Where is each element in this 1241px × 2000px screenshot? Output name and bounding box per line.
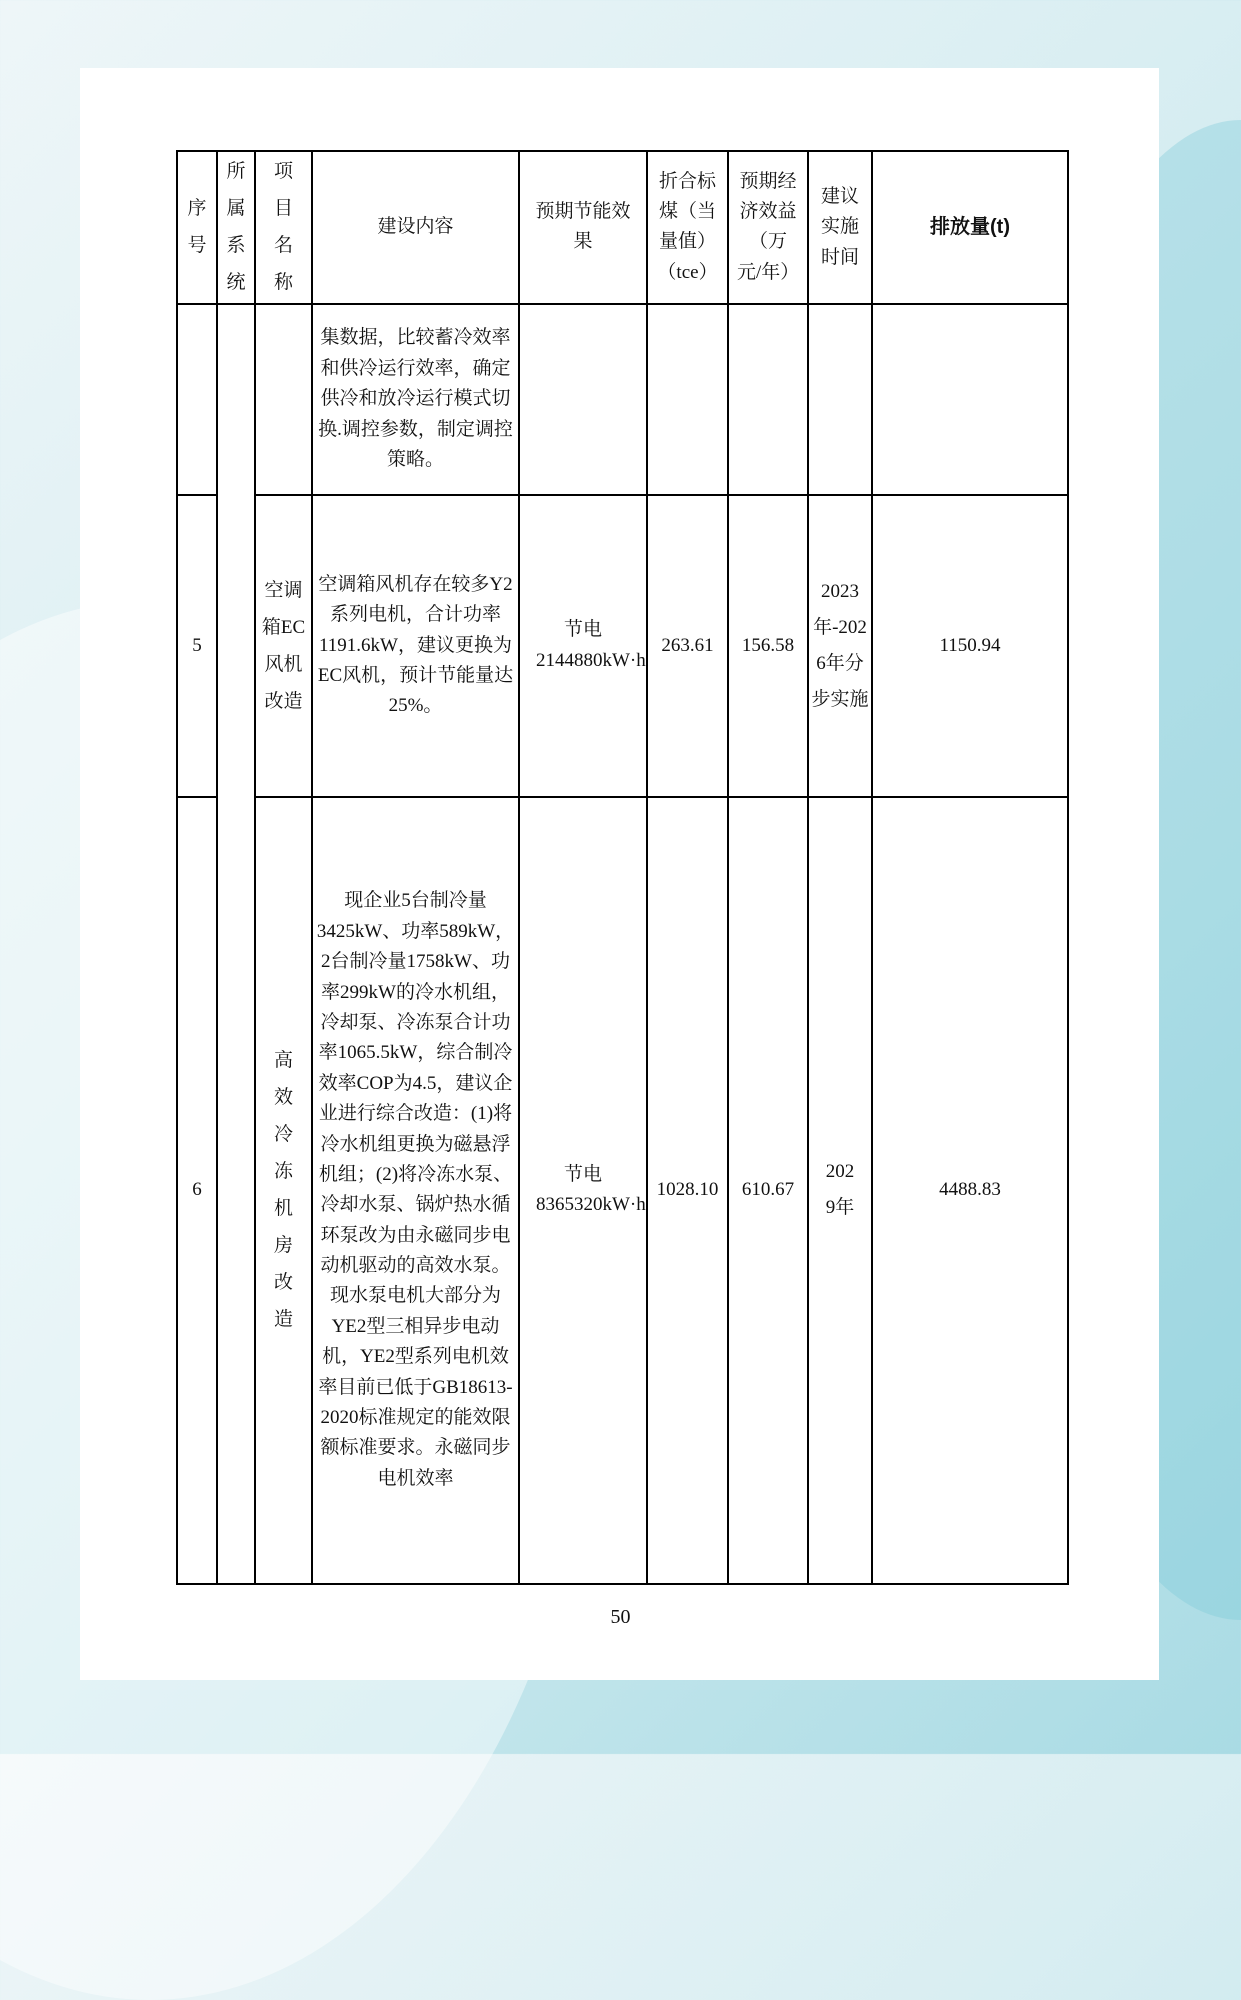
header-emission: 排放量(t): [872, 151, 1068, 304]
row-effect: 节电2144880kW·h: [519, 495, 647, 797]
row-seq: [177, 304, 217, 495]
energy-project-table: [176, 150, 1069, 1585]
row-system: [217, 304, 255, 1584]
header-benefit: 预期经济效益（万元/年）: [728, 151, 808, 304]
row-emission: [872, 304, 1068, 495]
row-project: 高效冷冻机房改造: [255, 797, 312, 1584]
table-header-row: [177, 151, 1068, 304]
row-seq: 6: [177, 797, 217, 1584]
row-seq: 5: [177, 495, 217, 797]
row-project: [255, 304, 312, 495]
header-seq: 序号: [177, 151, 217, 304]
header-project: 项目名称: [255, 151, 312, 304]
table-row: [177, 495, 1068, 797]
row-effect: [519, 304, 647, 495]
row-time: 2029年: [808, 797, 872, 1584]
row-project: 空调箱EC风机改造: [255, 495, 312, 797]
row-coal: 1028.10: [647, 797, 728, 1584]
header-time: 建议实施时间: [808, 151, 872, 304]
header-content: 建设内容: [312, 151, 519, 304]
row-benefit: 156.58: [728, 495, 808, 797]
row-time: [808, 304, 872, 495]
row-emission: 1150.94: [872, 495, 1068, 797]
header-system: 所属系统: [217, 151, 255, 304]
document-page: [80, 68, 1159, 1680]
row-coal: [647, 304, 728, 495]
row-content: 现企业5台制冷量3425kW、功率589kW，2台制冷量1758kW、功率299kW的冷水机组，冷却泵、冷冻泵合计功率1065.5kW，综合制冷效率COP为4.5，建议企业进行综合改造：(1)将冷水机组更换为磁悬浮机组；(2)将冷冻水泵、冷却水泵、锅炉热水循环泵改为由永磁同步电动机驱动的高效水泵。现水泵电机大部分为YE2型三相异步电动机，YE2型系列电机效率目前已低于GB18613-2020标准规定的能效限额标准要求。永磁同步电机效率: [312, 797, 519, 1584]
header-coal: 折合标煤（当量值）（tce）: [647, 151, 728, 304]
row-emission: 4488.83: [872, 797, 1068, 1584]
header-effect: 预期节能效果: [519, 151, 647, 304]
row-effect: 节电8365320kW·h: [519, 797, 647, 1584]
row-content: 集数据，比较蓄冷效率和供冷运行效率，确定供冷和放冷运行模式切换.调控参数，制定调控策略。: [312, 304, 519, 495]
page-number: 50: [610, 1606, 631, 1628]
row-coal: 263.61: [647, 495, 728, 797]
table-row: [177, 304, 1068, 495]
table-row: [177, 797, 1068, 1584]
row-benefit: [728, 304, 808, 495]
row-time: 2023年-2026年分步实施: [808, 495, 872, 797]
row-benefit: 610.67: [728, 797, 808, 1584]
row-content: 空调箱风机存在较多Y2系列电机，合计功率1191.6kW，建议更换为EC风机，预计节能量达25%。: [312, 495, 519, 797]
